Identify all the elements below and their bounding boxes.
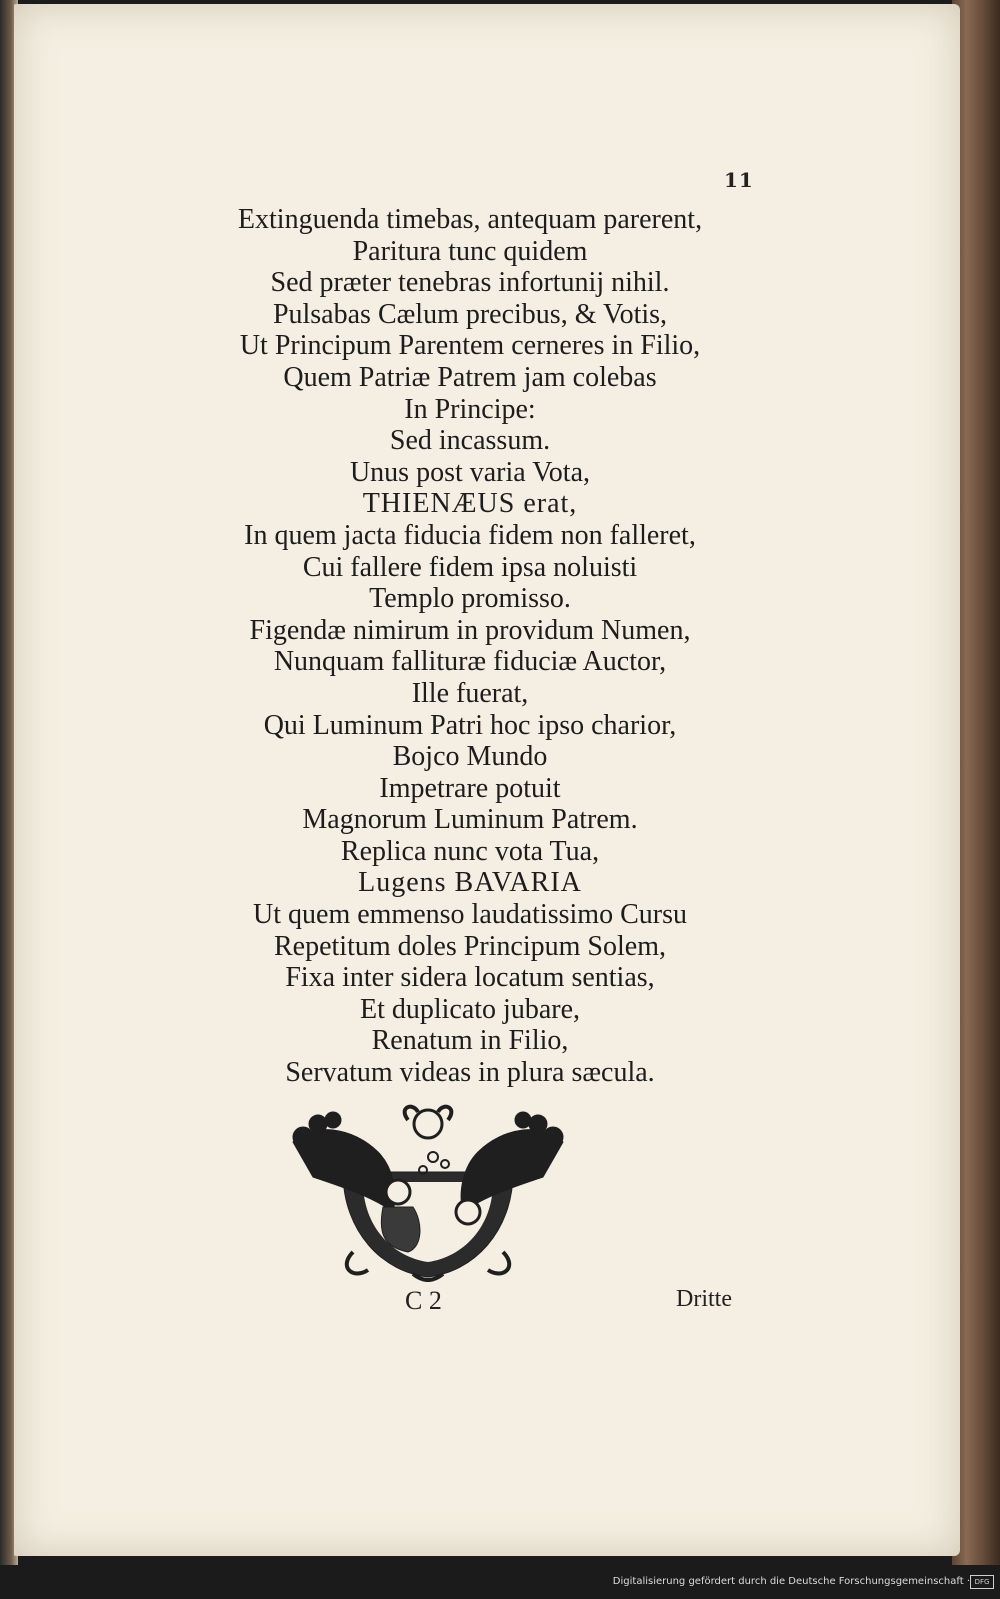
- text-line: Ut quem emmenso laudatissimo Cursu: [253, 899, 687, 931]
- cornucopia-cherubs-vignette-icon: [283, 1102, 573, 1282]
- digitization-credit: Digitalisierung gefördert durch die Deutsche Forschungsgemeinschaft ·: [612, 1576, 970, 1587]
- text-line: Templo promisso.: [369, 583, 571, 615]
- page-number: 11: [724, 168, 754, 192]
- text-line: Figendæ nimirum in providum Numen,: [249, 614, 691, 646]
- text-line: Sed præter tenebras infortunij nihil.: [270, 267, 670, 299]
- text-line: Fixa inter sidera locatum sentias,: [285, 962, 655, 994]
- catchword: Dritte: [676, 1286, 732, 1312]
- text-line: Magnorum Luminum Patrem.: [302, 804, 638, 836]
- text-line: Impetrare potuit: [379, 772, 561, 804]
- poem-text: [120, 204, 820, 1089]
- text-line: Pulsabas Cælum precibus, & Votis,: [272, 298, 668, 330]
- dfg-logo-badge: DFG: [970, 1575, 994, 1589]
- text-line: Quem Patriæ Patrem jam colebas: [283, 361, 657, 393]
- text-line: Paritura tunc quidem: [352, 235, 588, 267]
- text-line: THIENÆUS erat,: [362, 488, 578, 520]
- text-line: In quem jacta fiducia fidem non falleret,: [244, 519, 696, 551]
- text-line: Repetitum doles Principum Solem,: [274, 930, 666, 962]
- text-line: Bojco Mundo: [392, 741, 548, 773]
- text-line: Servatum videas in plura sæcula.: [285, 1057, 655, 1089]
- text-line: Et duplicato jubare,: [359, 993, 581, 1025]
- text-line: Unus post varia Vota,: [349, 456, 591, 488]
- text-line: Lugens BAVARIA: [358, 867, 582, 899]
- text-line: Extinguenda timebas, antequam parerent,: [237, 204, 703, 235]
- text-line: In Principe:: [404, 393, 536, 425]
- text-line: Cui fallere fidem ipsa noluisti: [302, 551, 638, 583]
- text-line: Ut Principum Parentem cerneres in Filio,: [239, 330, 701, 362]
- text-line: Replica nunc vota Tua,: [340, 835, 600, 867]
- text-line: Nunquam fallituræ fiduciæ Auctor,: [273, 646, 667, 678]
- text-line: Qui Luminum Patri hoc ipso charior,: [263, 709, 677, 741]
- text-line: Ille fuerat,: [411, 677, 529, 709]
- text-line: Sed incassum.: [389, 425, 551, 457]
- text-line: Renatum in Filio,: [371, 1025, 569, 1057]
- signature-mark: C 2: [405, 1286, 442, 1315]
